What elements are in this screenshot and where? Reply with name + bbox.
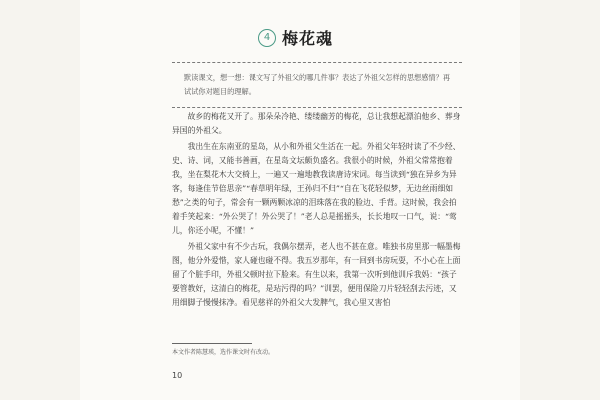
paragraph-1: 故乡的梅花又开了。那朵朵冷艳、缕缕幽芳的梅花，总让我想起漂泊他乡、葬身异国的外祖父。 xyxy=(172,112,461,135)
footnote-divider xyxy=(172,343,252,344)
lesson-title: 梅花魂 xyxy=(282,29,334,48)
main-text xyxy=(172,110,462,312)
page-number: 10 xyxy=(172,371,183,380)
lesson-number-badge: 4 xyxy=(258,29,276,47)
reading-guide-text: 默读课文，想一想：课文写了外祖父的哪几件事？表达了外祖父怎样的思想感情？再试试你对题目的理解。 xyxy=(184,73,450,96)
lesson-heading xyxy=(258,26,333,49)
reading-guide-box xyxy=(172,62,462,108)
paragraph-3: 外祖父家中有不少古玩，我偶尔摆弄，老人也不甚在意。唯独书房里那一幅墨梅图，他分外爱惜，家人碰也碰不得。我五岁那年，有一回到书房玩耍，不小心在上面留了个脏手印，外祖父顿时拉下脸来。有生以来，我第一次听到他训斥我妈：“孩子要管教好，这清白的梅花，是玷污得的吗？”训罢，便用保险刀片轻轻刮去污迹，又用细脚子慢慢抹净。看见慈祥的外祖父大发脾气，我心里又害怕 xyxy=(172,242,461,307)
footnote: 本文作者陈慧瑛，选作课文时有改动。 xyxy=(172,349,275,356)
paragraph-2: 我出生在东南亚的星岛，从小和外祖父生活在一起。外祖父年轻时读了不少经、史、诗、词，又能书善画，在星岛文坛颇负盛名。我很小的时候，外祖父常常抱着我，坐在梨花木大交椅上，一遍又一遍地教我读唐诗宋词。每当读到“独在异乡为异客，每逢佳节倍思亲”“春草明年绿，王孙归不归”“自在飞花轻似梦，无边丝雨细如愁”之类的句子，常会有一颗两颗冰凉的泪珠落在我的脸边、手背。这时候，我会拍着手笑起来：“外公哭了！外公哭了！”老人总是摇摇头，长长地叹一口气，说：“莺儿，你还小呢，不懂！” xyxy=(172,142,461,235)
